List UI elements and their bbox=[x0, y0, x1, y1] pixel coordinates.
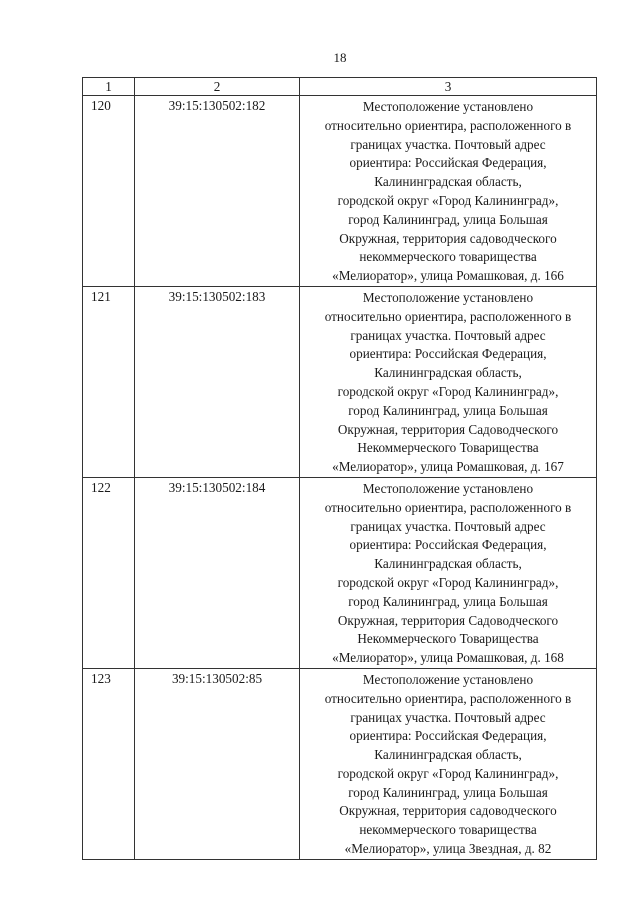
cadastral-number: 39:15:130502:182 bbox=[135, 96, 300, 287]
cadastral-number: 39:15:130502:183 bbox=[135, 286, 300, 477]
location-text-line: Калининградская область, bbox=[374, 556, 522, 572]
header-col-1: 1 bbox=[83, 78, 135, 96]
location-text-line: Калининградская область, bbox=[374, 365, 522, 381]
location-text-line: некоммерческого товарищества bbox=[359, 822, 537, 838]
header-col-2: 2 bbox=[135, 78, 300, 96]
location-text-line: городской округ «Город Калининград», bbox=[337, 574, 559, 590]
location-text-line: Окружная, территория садоводческого bbox=[339, 230, 557, 246]
location-text-line: Калининградская область, bbox=[374, 174, 522, 190]
location-text-line: городской округ «Город Калининград», bbox=[337, 765, 559, 781]
location-text-line: «Мелиоратор», улица Ромашковая, д. 167 bbox=[332, 459, 564, 475]
cadastral-number: 39:15:130502:184 bbox=[135, 477, 300, 668]
header-col-3: 3 bbox=[300, 78, 597, 96]
location-text-line: Калининградская область, bbox=[374, 747, 522, 763]
location-text-line: ориентира: Российская Федерация, bbox=[349, 728, 547, 744]
location-text-line: Местоположение установлено bbox=[362, 289, 534, 305]
location-text-line: ориентира: Российская Федерация, bbox=[349, 346, 547, 362]
row-number: 123 bbox=[83, 668, 135, 859]
table-row bbox=[83, 286, 597, 477]
location-text-line: границах участка. Почтовый адрес bbox=[350, 518, 546, 534]
location-text-line: город Калининград, улица Большая bbox=[348, 593, 548, 609]
location-text-line: границах участка. Почтовый адрес bbox=[350, 327, 546, 343]
table-row bbox=[83, 477, 597, 668]
location-text-line: город Калининград, улица Большая bbox=[348, 402, 548, 418]
page-number: 18 bbox=[333, 50, 347, 65]
table-header-row bbox=[83, 78, 597, 96]
row-number: 120 bbox=[83, 96, 135, 287]
location-text-line: город Калининград, улица Большая bbox=[348, 784, 548, 800]
location-text-line: городской округ «Город Калининград», bbox=[337, 192, 559, 208]
location-description bbox=[300, 286, 597, 477]
location-text-line: относительно ориентира, расположенного в bbox=[324, 117, 572, 133]
location-text-line: Окружная, территория Садоводческого bbox=[337, 421, 559, 437]
location-text-line: Некоммерческого Товарищества bbox=[357, 440, 539, 456]
location-text-line: Окружная, территория Садоводческого bbox=[337, 612, 559, 628]
cadastral-number: 39:15:130502:85 bbox=[135, 668, 300, 859]
location-text-line: некоммерческого товарищества bbox=[359, 249, 537, 265]
row-number: 121 bbox=[83, 286, 135, 477]
location-text-line: «Мелиоратор», улица Звездная, д. 82 bbox=[344, 841, 552, 857]
row-number: 122 bbox=[83, 477, 135, 668]
location-text-line: относительно ориентира, расположенного в bbox=[324, 308, 572, 324]
location-text-line: относительно ориентира, расположенного в bbox=[324, 690, 572, 706]
location-text-line: Местоположение установлено bbox=[362, 671, 534, 687]
location-description bbox=[300, 96, 597, 287]
table-row bbox=[83, 96, 597, 287]
location-text-line: городской округ «Город Калининград», bbox=[337, 383, 559, 399]
location-text-line: ориентира: Российская Федерация, bbox=[349, 537, 547, 553]
location-text-line: Местоположение установлено bbox=[362, 99, 534, 114]
location-text-line: город Калининград, улица Большая bbox=[348, 211, 548, 227]
location-text-line: «Мелиоратор», улица Ромашковая, д. 168 bbox=[332, 650, 564, 666]
land-plot-table bbox=[82, 77, 597, 860]
location-text-line: границах участка. Почтовый адрес bbox=[350, 709, 546, 725]
location-text-line: относительно ориентира, расположенного в bbox=[324, 499, 572, 515]
location-text-line: границах участка. Почтовый адрес bbox=[350, 136, 546, 152]
table-row bbox=[83, 668, 597, 859]
location-text-line: Некоммерческого Товарищества bbox=[357, 631, 539, 647]
location-description bbox=[300, 477, 597, 668]
location-text-line: Окружная, территория садоводческого bbox=[339, 803, 557, 819]
location-text-line: Местоположение установлено bbox=[362, 480, 534, 496]
location-description bbox=[300, 668, 597, 859]
location-text-line: «Мелиоратор», улица Ромашковая, д. 166 bbox=[332, 268, 564, 284]
location-text-line: ориентира: Российская Федерация, bbox=[349, 155, 547, 171]
